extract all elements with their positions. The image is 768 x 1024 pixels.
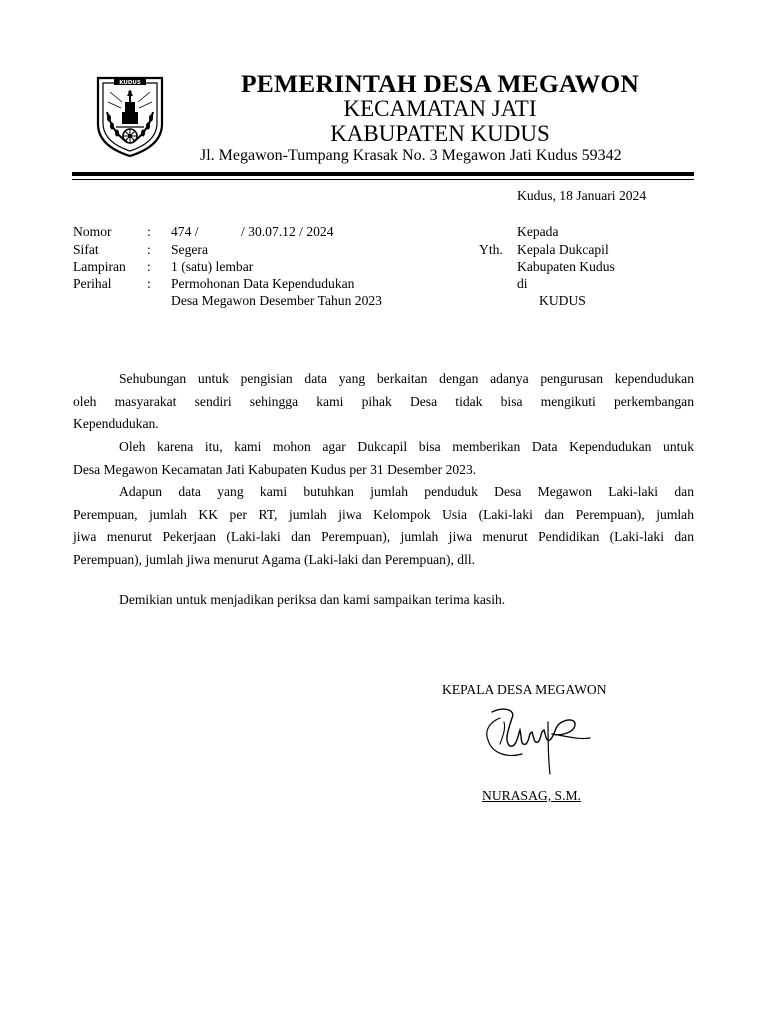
recipient-line3: di (517, 276, 528, 291)
kudus-emblem-icon (94, 72, 166, 158)
paragraph-line: Adapun data yang kami butuhkan jumlah penduduk Desa Megawon Laki-laki dan (119, 484, 694, 499)
paragraph-line: oleh masyarakat sendiri sehingga kami pihak Desa tidak bisa mengikuti perkembangan (73, 393, 694, 409)
handwritten-signature (482, 700, 592, 776)
recipient-yth: Yth. (479, 242, 503, 257)
recipient-kepada: Kepada (517, 224, 559, 239)
nomor-label: Nomor (73, 224, 112, 239)
paragraph-line: jiwa menurut Pekerjaan (Laki-laki dan Perempuan), jumlah jiwa menurut Pendidikan (Laki-laki dan (73, 529, 694, 544)
nomor-value-b: / 30.07.12 / 2024 (241, 224, 334, 239)
letterhead-address: Jl. Megawon-Tumpang Krasak No. 3 Megawon Jati Kudus 59342 (200, 147, 622, 164)
perihal-colon: : (147, 276, 151, 291)
signature-title: KEPALA DESA MEGAWON (442, 682, 607, 697)
recipient-line4: KUDUS (539, 293, 586, 308)
perihal-label: Perihal (73, 276, 112, 291)
logo-text: KUDUS (119, 80, 141, 86)
nomor-colon: : (147, 224, 151, 239)
body-paragraph-1 (73, 368, 694, 436)
paragraph-line: Kependudukan. (73, 416, 159, 431)
paragraph-line: Desa Megawon Kecamatan Jati Kabupaten Kudus per 31 Desember 2023. (73, 461, 477, 477)
paragraph-line: Demikian untuk menjadikan periksa dan kami sampaikan terima kasih. (119, 592, 506, 607)
letter-date: Kudus, 18 Januari 2024 (517, 188, 647, 203)
lampiran-colon: : (147, 259, 151, 274)
paragraph-line: Sehubungan untuk pengisian data yang berkaitan dengan adanya pengurusan kependudukan (119, 371, 694, 386)
letterhead-divider (72, 172, 694, 176)
perihal-value-1: Permohonan Data Kependudukan (171, 276, 355, 291)
sifat-label: Sifat (73, 242, 99, 257)
body-paragraph-3 (73, 481, 694, 571)
recipient-line1: Kepala Dukcapil (517, 242, 609, 257)
lampiran-value: 1 (satu) lembar (171, 259, 254, 274)
nomor-value-a: 474 / (171, 224, 199, 239)
signatory-name: NURASAG, S.M. (482, 788, 581, 803)
perihal-value-2: Desa Megawon Desember Tahun 2023 (171, 293, 382, 308)
letterhead-line3: KABUPATEN KUDUS (330, 121, 550, 146)
paragraph-line: Perempuan, jumlah KK per RT, jumlah jiwa Kelompok Usia (Laki-laki dan Perempuan), jumlah (73, 506, 694, 522)
sifat-value: Segera (171, 242, 208, 257)
paragraph-line: Oleh karena itu, kami mohon agar Dukcapil bisa memberikan Data Kependudukan untuk (119, 439, 694, 454)
letterhead-divider-thin (72, 179, 694, 180)
lampiran-label: Lampiran (73, 259, 126, 274)
sifat-colon: : (147, 242, 151, 257)
letterhead-line1: PEMERINTAH DESA MEGAWON (241, 69, 639, 98)
body-paragraph-2 (73, 436, 694, 481)
letterhead-line2: KECAMATAN JATI (343, 96, 537, 121)
recipient-line2: Kabupaten Kudus (517, 259, 615, 274)
paragraph-line: Perempuan), jumlah jiwa menurut Agama (Laki-laki dan Perempuan), dll. (73, 551, 476, 567)
body-paragraph-4 (73, 589, 694, 612)
